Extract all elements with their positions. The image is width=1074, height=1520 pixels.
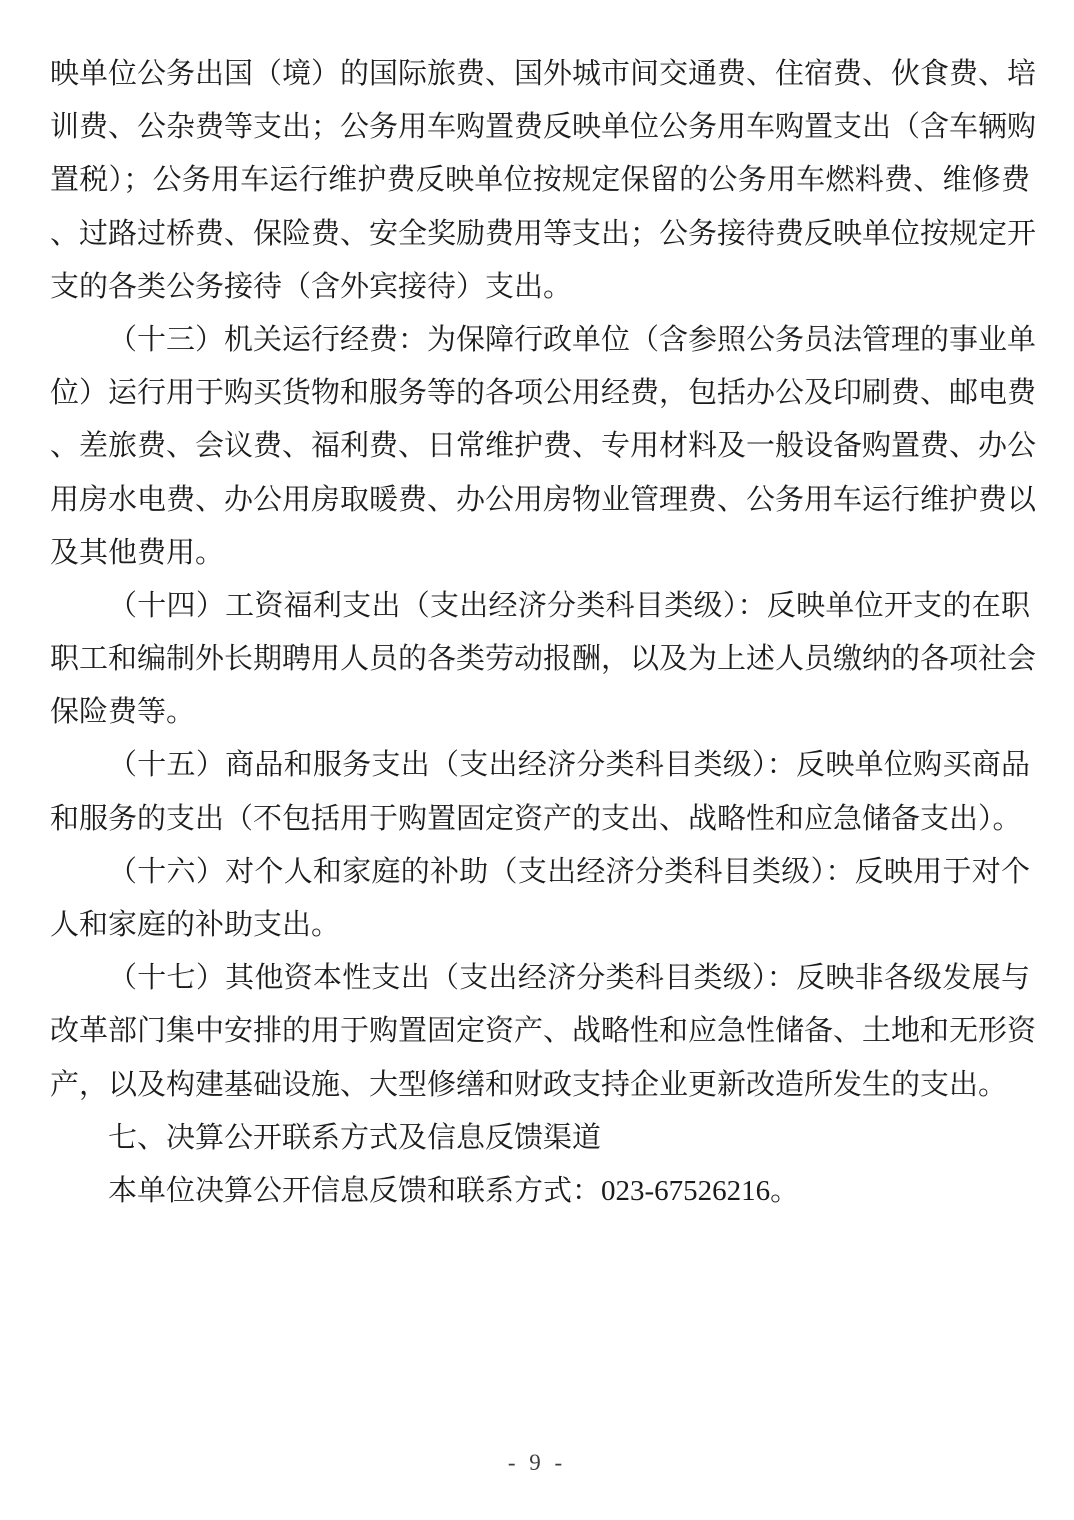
page-number: - 9 - — [507, 1450, 567, 1475]
text-line: 七、决算公开联系方式及信息反馈渠道 — [108, 1121, 602, 1154]
document-body — [50, 48, 1037, 1218]
text-line: 和服务的支出（不包括用于购置固定资产的支出、战略性和应急储备支出）。 — [50, 802, 1022, 835]
text-line: 及其他费用。 — [50, 536, 225, 569]
text-line: 映单位公务出国（境）的国际旅费、国外城市间交通费、住宿费、伙食费、培 — [50, 58, 1037, 90]
text-line: 、过路过桥费、保险费、安全奖励费用等支出；公务接待费反映单位按规定开 — [50, 217, 1037, 250]
text-line: （十七）其他资本性支出（支出经济分类科目类级）：反映非各级发展与 — [108, 962, 1030, 995]
text-line: （十三）机关运行经费：为保障行政单位（含参照公务员法管理的事业单 — [108, 323, 1037, 356]
text-line: 训费、公杂费等支出；公务用车购置费反映单位公务用车购置支出（含车辆购 — [50, 111, 1037, 144]
text-line: 人和家庭的补助支出。 — [50, 909, 341, 941]
text-line: 本单位决算公开信息反馈和联系方式：023-67526216。 — [108, 1174, 800, 1207]
text-line: 置税）；公务用车运行维护费反映单位按规定保留的公务用车燃料费、维修费 — [50, 164, 1030, 197]
text-line: 保险费等。 — [50, 696, 196, 729]
text-line: （十四）工资福利支出（支出经济分类科目类级）：反映单位开支的在职 — [108, 589, 1030, 622]
text-line: 改革部门集中安排的用于购置固定资产、战略性和应急性储备、土地和无形资 — [50, 1015, 1037, 1048]
text-line: 位）运行用于购买货物和服务等的各项公用经费，包括办公及印刷费、邮电费 — [50, 377, 1037, 410]
text-line: （十五）商品和服务支出（支出经济分类科目类级）：反映单位购买商品 — [108, 749, 1030, 782]
text-line: 职工和编制外长期聘用人员的各类劳动报酬，以及为上述人员缴纳的各项社会 — [50, 643, 1037, 676]
text-line: 支的各类公务接待（含外宾接待）支出。 — [50, 270, 573, 303]
text-line: 、差旅费、会议费、福利费、日常维护费、专用材料及一般设备购置费、办公 — [50, 430, 1037, 463]
text-line: （十六）对个人和家庭的补助（支出经济分类科目类级）：反映用于对个 — [108, 855, 1030, 888]
text-line: 用房水电费、办公用房取暖费、办公用房物业管理费、公务用车运行维护费以 — [50, 483, 1037, 516]
text-line: 产，以及构建基础设施、大型修缮和财政支持企业更新改造所发生的支出。 — [50, 1068, 1008, 1101]
